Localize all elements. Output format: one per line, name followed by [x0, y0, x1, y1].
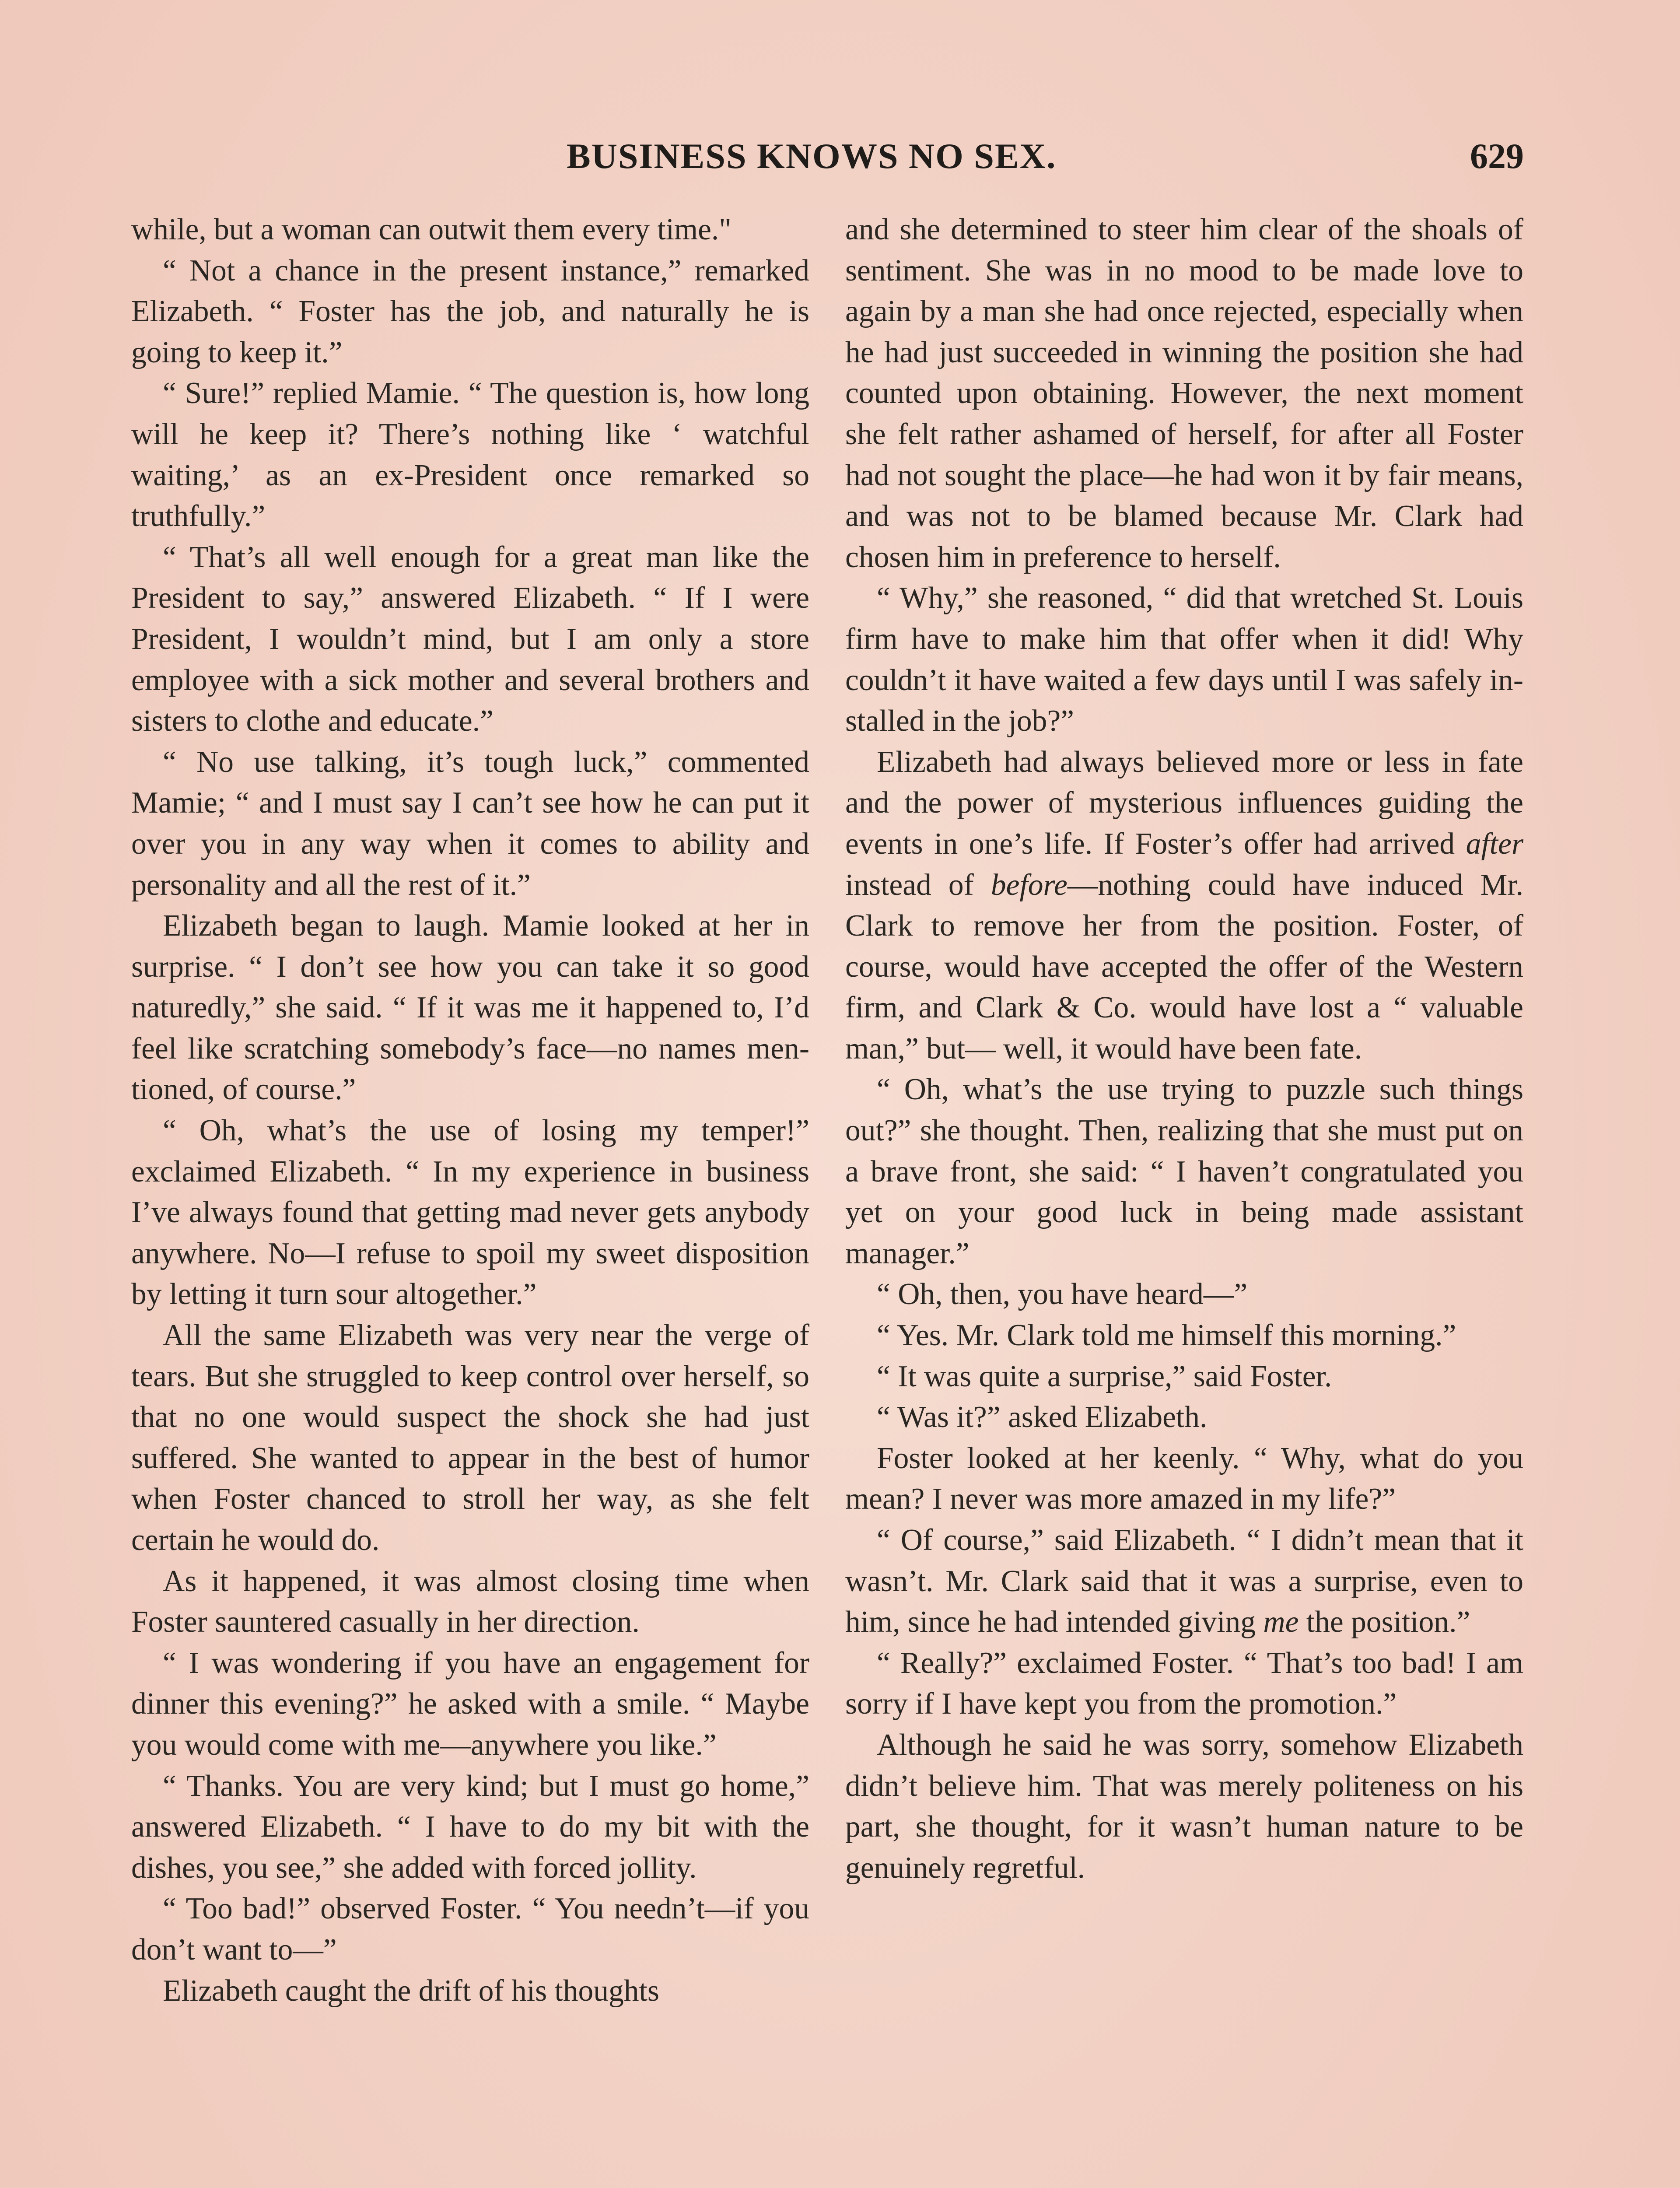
left-text-column	[131, 209, 809, 2011]
paragraph: As it happened, it was almost closing time when Foster sauntered casually in her direction.	[131, 1564, 809, 1639]
paragraph: and she determined to steer him clear of the shoals of sentiment. She was in no mood to be made love to again by a man she had once rejected, especially when he had just succeeded in winning the position she had counted upon obtaining. However, the next moment she felt rather ashamed of herself, for after all Foster had not sought the place—he had won it by fair means, and was not to be blamed because Mr. Clark had chosen him in preference to herself.	[845, 213, 1523, 574]
text-run: “ Of course,” said Elizabeth. “ I didn’t mean that it wasn’t. Mr. Clark said that it was a surprise, even to him, since he had intended giving	[845, 1523, 1523, 1639]
text-run: —nothing could have induced Mr. Clark to remove her from the position. Foster, of course, would have accepted the offer of the Western firm, and Clark & Co. would have lost a “ valuable man,” but— well, it would have been fate.	[845, 868, 1523, 1066]
paragraph: “ Was it?” asked Elizabeth.	[877, 1400, 1208, 1434]
paragraph: Elizabeth caught the drift of his thoughts	[163, 1974, 659, 2008]
paragraph: “ Why,” she reasoned, “ did that wretched St. Louis firm have to make him that offer when it did! Why couldn’t it have waited a few days until I was safely installed in the job?”	[845, 581, 1523, 738]
text-run: instead of	[845, 868, 991, 902]
paragraph: “ Yes. Mr. Clark told me himself this morning.”	[877, 1318, 1456, 1353]
paragraph: “ Oh, then, you have heard—”	[877, 1277, 1248, 1311]
paragraph: “ Too bad!” observed Foster. “ You needn’t—if you don’t want to—”	[131, 1892, 809, 1967]
paragraph: “ Oh, what’s the use of losing my temper!” exclaimed Elizabeth. “ In my experience in business I’ve always found that getting mad never gets anybody anywhere. No—I refuse to spoil my sweet disposition by letting it turn sour altogether.”	[131, 1114, 809, 1311]
italic-word: before	[990, 868, 1068, 902]
running-title: BUSINESS KNOWS NO SEX.	[567, 136, 1057, 176]
paragraph: “ Thanks. You are very kind; but I must go home,” answered Elizabeth. “ I have to do my bit with the dishes, you see,” she added with forced jollity.	[131, 1769, 809, 1885]
paragraph: “ Oh, what’s the use trying to puzzle such things out?” she thought. Then, realizing that she must put on a brave front, she said: “ I haven’t congratulated you yet on your good luck in being made assistant manager.”	[845, 1073, 1523, 1270]
paragraph: Elizabeth began to laugh. Mamie looked at her in surprise. “ I don’t see how you can take it so good naturedly,” she said. “ If it was me it happened to, I’d feel like scratching somebody’s face—no names mentioned, of course.”	[131, 909, 809, 1107]
paragraph: Foster looked at her keenly. “ Why, what do you mean? I never was more amazed in my life?”	[845, 1441, 1523, 1516]
paragraph: “ That’s all well enough for a great man like the President to say,” answered Elizabeth. “ If I were President, I wouldn’t mind, but I am only a store employee with a sick mother and several brothers and sisters to clothe and educate.”	[131, 540, 809, 738]
paragraph: “ Sure!” replied Mamie. “ The question is, how long will he keep it? There’s nothing like ‘ watchful waiting,’ as an ex-President once remarked so truthfully.”	[131, 376, 809, 533]
paragraph: “ Really?” exclaimed Foster. “ That’s too bad! I am sorry if I have kept you from the promotion.”	[845, 1646, 1523, 1721]
paragraph	[845, 742, 1523, 1069]
text-run: Elizabeth had always believed more or less in fate and the power of mysterious influences guiding the events in one’s life. If Foster’s offer had arrived	[845, 745, 1523, 861]
paragraph: “ It was quite a surprise,” said Foster.	[877, 1359, 1332, 1393]
page-number: 629	[1470, 136, 1524, 176]
paragraph	[845, 1520, 1523, 1643]
paragraph: All the same Elizabeth was very near the verge of tears. But she struggled to keep control over herself, so that no one would suspect the shock she had just suffered. She wanted to appear in the best of humor when Foster chanced to stroll her way, as she felt certain he would do.	[131, 1318, 809, 1557]
paragraph: Although he said he was sorry, somehow Elizabeth didn’t believe him. That was merely politeness on his part, she thought, for it wasn’t human nature to be genuinely regretful.	[845, 1728, 1523, 1885]
right-text-column	[845, 209, 1523, 1888]
paragraph: while, but a woman can outwit them every time."	[131, 213, 732, 246]
italic-word: me	[1263, 1605, 1299, 1639]
paragraph: “ Not a chance in the present instance,” remarked Elizabeth. “ Foster has the job, and naturally he is going to keep it.”	[131, 253, 809, 369]
italic-word: after	[1466, 827, 1523, 861]
paragraph: “ No use talking, it’s tough luck,” commented Mamie; “ and I must say I can’t see how he can put it over you in any way when it comes to ability and personality and all the rest of it.”	[131, 745, 809, 902]
text-run: the position.”	[1298, 1605, 1470, 1639]
paragraph: “ I was wondering if you have an engagement for dinner this evening?” he asked with a smile. “ Maybe you would come with me—anywhere you like.”	[131, 1646, 809, 1762]
